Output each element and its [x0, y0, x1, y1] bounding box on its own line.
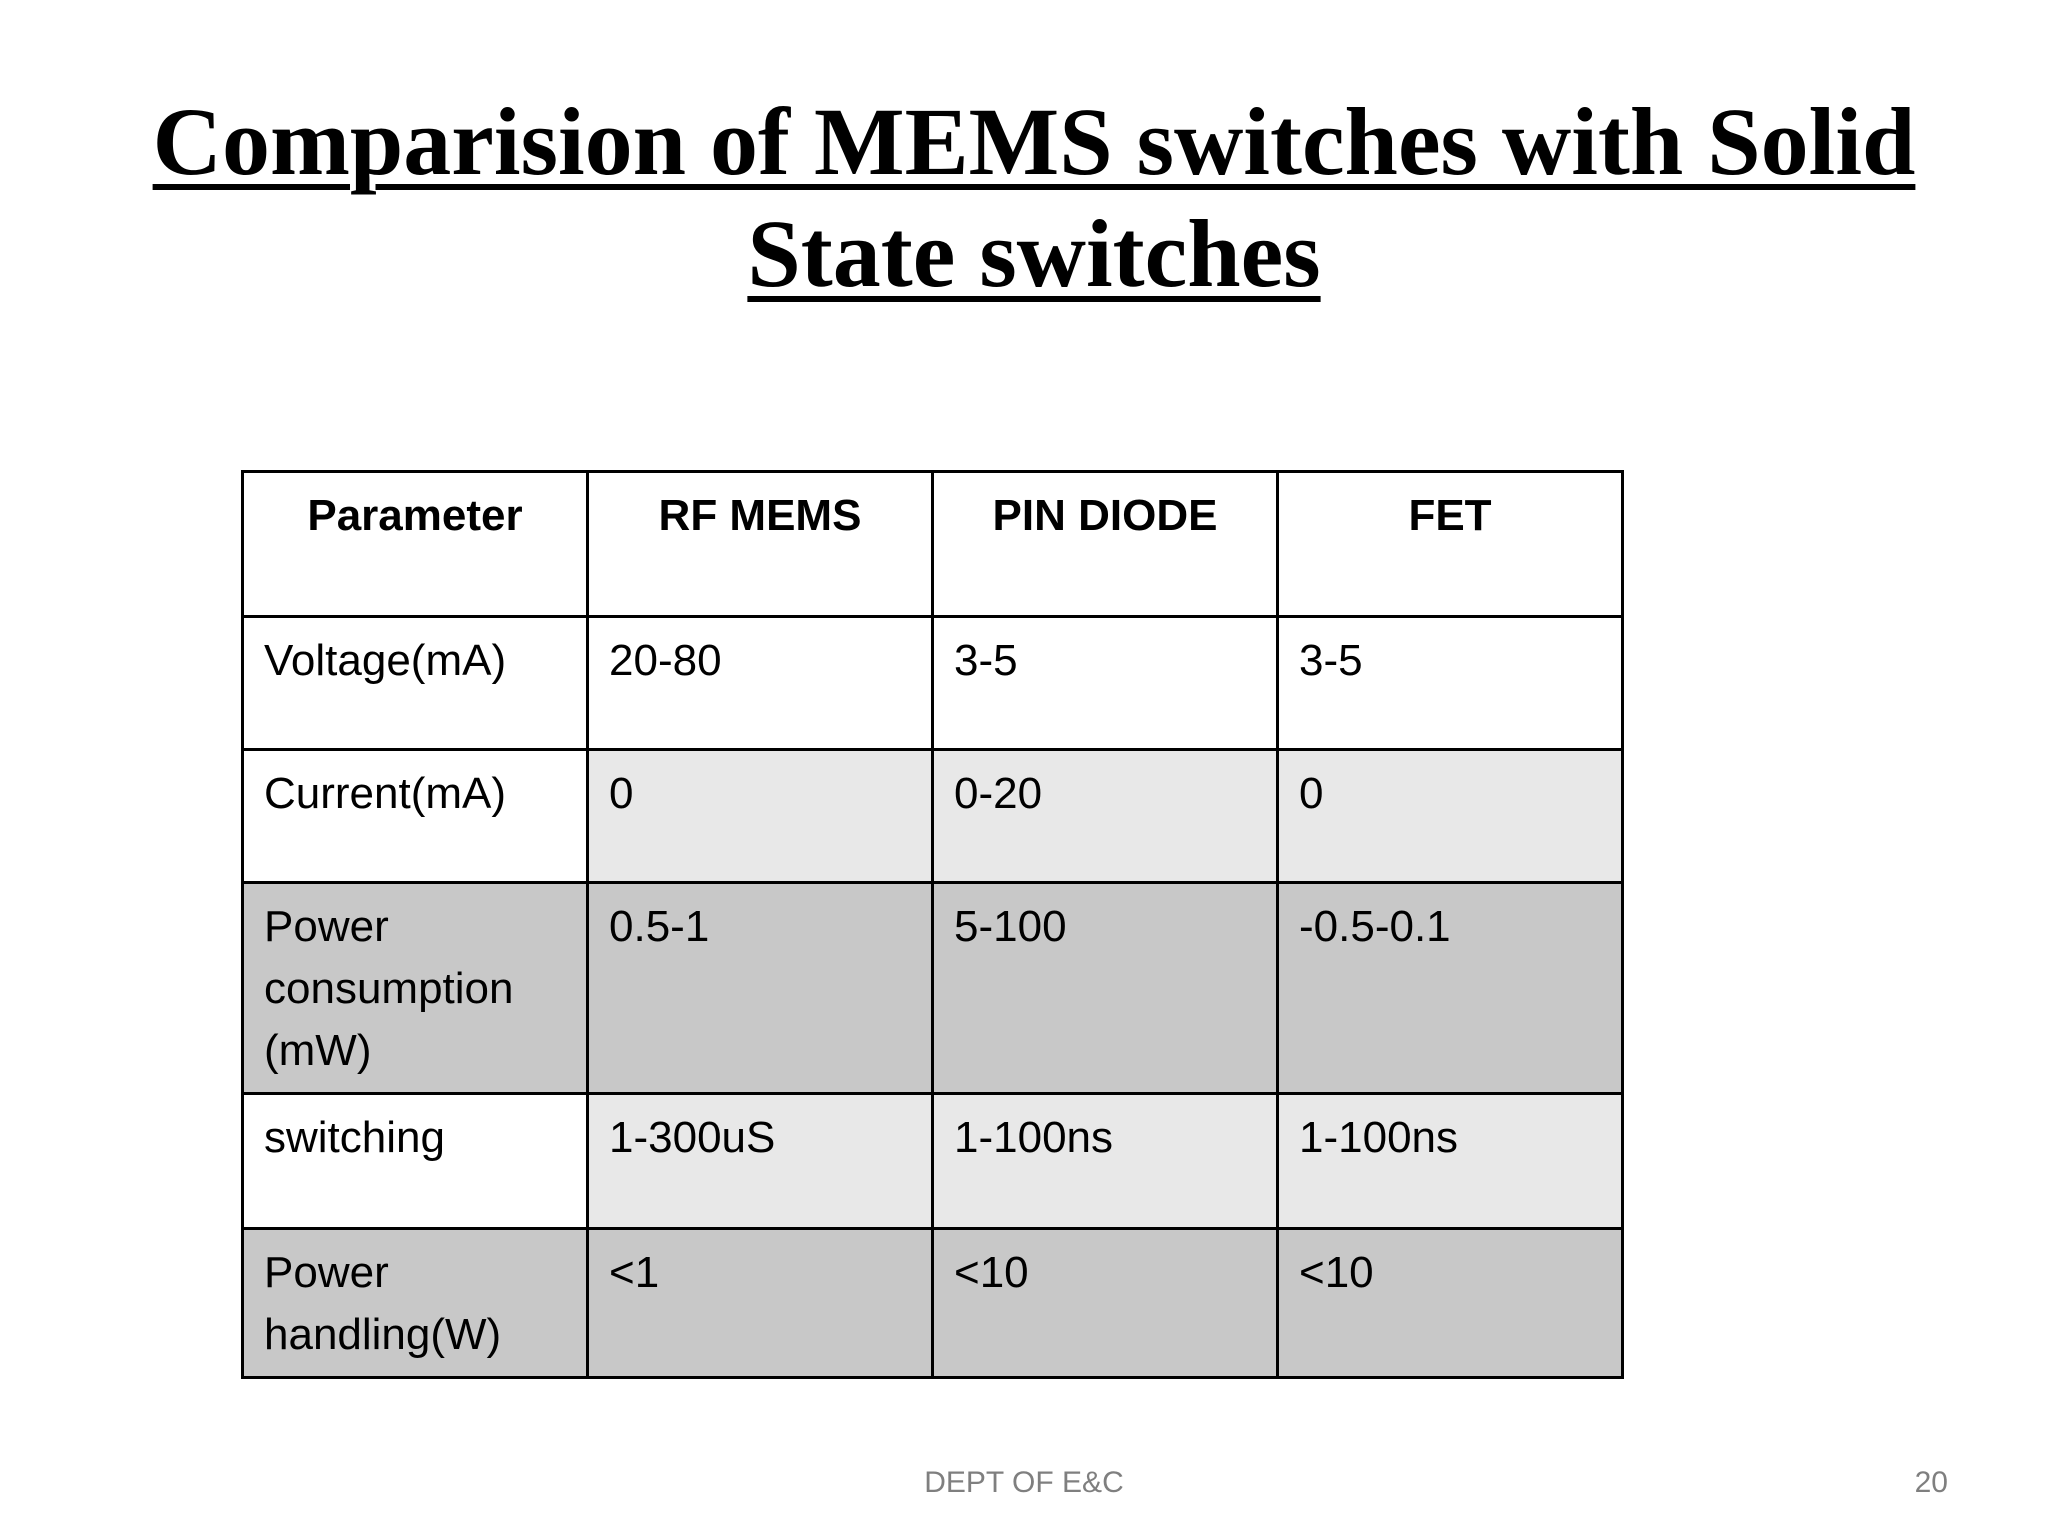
table-cell: 3-5	[933, 617, 1278, 750]
table-cell: -0.5-0.1	[1278, 883, 1623, 1094]
table-cell: 0.5-1	[588, 883, 933, 1094]
slide-title-text: Comparision of MEMS switches with Solid State switches	[152, 88, 1916, 307]
slide-title	[90, 86, 1978, 310]
table-cell: <1	[588, 1229, 933, 1378]
table-cell: 0-20	[933, 750, 1278, 883]
table-cell: 1-100ns	[933, 1094, 1278, 1229]
header-cell-fet: FET	[1278, 472, 1623, 617]
table-cell: 20-80	[588, 617, 933, 750]
header-cell-rf-mems: RF MEMS	[588, 472, 933, 617]
table-row	[243, 750, 1623, 883]
table-cell: 0	[1278, 750, 1623, 883]
table-cell: 3-5	[1278, 617, 1623, 750]
table-row	[243, 1094, 1623, 1229]
table-cell: <10	[1278, 1229, 1623, 1378]
table-cell: Power handling(W)	[243, 1229, 588, 1378]
table-row	[243, 1229, 1623, 1378]
footer-page-number: 20	[1914, 1466, 1948, 1499]
header-cell-pin-diode: PIN DIODE	[933, 472, 1278, 617]
table-cell: Voltage(mA)	[243, 617, 588, 750]
table-cell: 0	[588, 750, 933, 883]
comparison-table	[241, 470, 1624, 1379]
table-cell: 1-100ns	[1278, 1094, 1623, 1229]
header-cell-parameter: Parameter	[243, 472, 588, 617]
table-header-row	[243, 472, 1623, 617]
table-cell: switching	[243, 1094, 588, 1229]
table-cell: 5-100	[933, 883, 1278, 1094]
table-row	[243, 883, 1623, 1094]
table-cell: 1-300uS	[588, 1094, 933, 1229]
footer-department: DEPT OF E&C	[924, 1466, 1124, 1499]
table-cell: Power consumption (mW)	[243, 883, 588, 1094]
table-row	[243, 617, 1623, 750]
table-cell: Current(mA)	[243, 750, 588, 883]
table-cell: <10	[933, 1229, 1278, 1378]
